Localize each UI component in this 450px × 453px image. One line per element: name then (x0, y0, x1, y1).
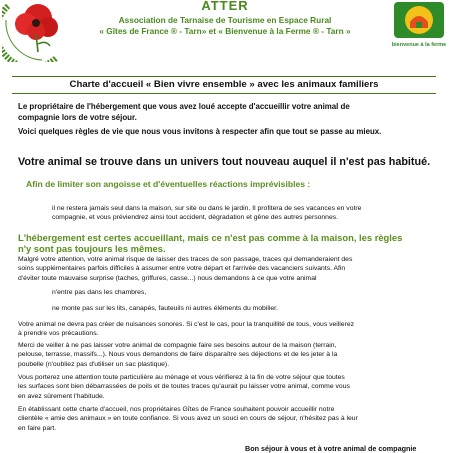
paragraph-line: Merci de veiller à ne pas laisser votre animal de compagnie faire ses besoins autour de la maison (terrain, (18, 342, 337, 349)
right-logo-caption: bienvenue à la ferme (391, 42, 447, 48)
section1-line: compagnie, et vous préviendrez ainsi tout accident, dégradation et gêne des autres personnes. (52, 214, 339, 221)
section2-line: Malgré votre attention, votre animal risque de laisser des traces de son passage, traces qui demanderaient des (18, 256, 353, 263)
rule-no-furniture: ne monte pas sur les lits, canapés, fauteuils ni autres éléments du mobilier. (52, 305, 278, 312)
paragraph-cleaning (18, 373, 443, 401)
section2-line: soins supplémentaires parfois difficiles à assumer entre votre départ et l'arrivée des vacanciers suivants. Afin (18, 265, 346, 273)
paragraph-line: En établissant cette charte d'accueil, nos propriétaires Gîtes de France souhaitent pouvoir accueillir notre (18, 406, 335, 413)
paragraph-line: à prendre vos précautions. (18, 330, 99, 338)
org-brands-line: « Gîtes de France ® - Tarn» et « Bienvenue à la Ferme ® - Tarn » (99, 26, 351, 36)
section2-body (18, 255, 443, 283)
intro-line: compagnie lors de votre séjour. (18, 112, 137, 122)
closing-line: Bon séjour à vous et à votre animal de compagnie (245, 444, 417, 453)
paragraph-line: en faire part. (18, 424, 57, 432)
section1-line: il ne restera jamais seul dans la maison, sur site ou dans le jardin. Il profitera de ses vacances en votre (52, 205, 362, 212)
paragraph-line: Vous porterez une attention toute particulière au ménage et vous vérifierez à la fin de votre séjour que toutes (18, 374, 345, 381)
paragraph-line: en avez sûrement l'habitude. (18, 392, 105, 400)
paragraph-line: clientèle « amie des animaux » en toute confiance. Si vous avez un souci en cours de séjour, n'hésitez pas à leur (18, 415, 358, 423)
paragraph-line: les surfaces sont bien débarrassées de poils et de toutes traces qu'aurait pu laisser votre animal, comme vous (18, 383, 350, 391)
main-headline: Votre animal se trouve dans un univers tout nouveau auquel il n'est pas habitué. (18, 156, 431, 168)
section2-subtitle (18, 232, 402, 254)
charter-title: Charte d'accueil « Bien vivre ensemble » avec les animaux familiers (12, 76, 436, 94)
paragraph-noise (18, 320, 443, 339)
paragraph-conclusion (18, 405, 443, 433)
intro-paragraph-2: Voici quelques règles de vie que nous vous invitons à respecter afin que tout se passe au mieux. (18, 127, 382, 136)
rule-no-bedrooms: n'entre pas dans les chambres, (52, 289, 147, 296)
section1-body (52, 204, 448, 222)
paragraph-line: Votre animal ne devra pas créer de nuisances sonores. Si c'est le cas, pour la tranquillité de tous, vous veillerez (18, 321, 355, 328)
org-name-line: Association de Tarnaise de Tourisme en Espace Rural (118, 15, 332, 25)
intro-paragraph-1 (18, 102, 443, 124)
section2-line: d'éviter toute mauvaise surprise (taches, griffures, casse...) nous demandons à ce que votre animal (18, 274, 317, 282)
paragraph-line: poubelle (n'oubliez pas d'utiliser un sac plastique). (18, 360, 170, 368)
atter-poppy-logo (2, 0, 76, 62)
bienvenue-ferme-logo (390, 0, 448, 58)
paragraph-line: pelouse, terrasse, massifs...). Nous vous demandons de faire disparaître ses déjections et de les jeter à la (18, 351, 338, 359)
section2-subtitle-line: L'hébergement est certes accueillant, mais ce n'est pas comme à la maison, les règles (18, 232, 403, 243)
org-acronym: ATTER (201, 0, 249, 13)
section1-subtitle: Afin de limiter son angoisse et d'éventuelles réactions imprévisibles : (26, 179, 311, 189)
section2-subtitle-line: n'y sont pas toujours les mêmes. (18, 243, 166, 254)
letterhead (0, 0, 450, 62)
intro-line: Le propriétaire de l'hébergement que vous avez loué accepte d'accueillir votre animal de (18, 102, 350, 111)
paragraph-droppings (18, 341, 443, 369)
